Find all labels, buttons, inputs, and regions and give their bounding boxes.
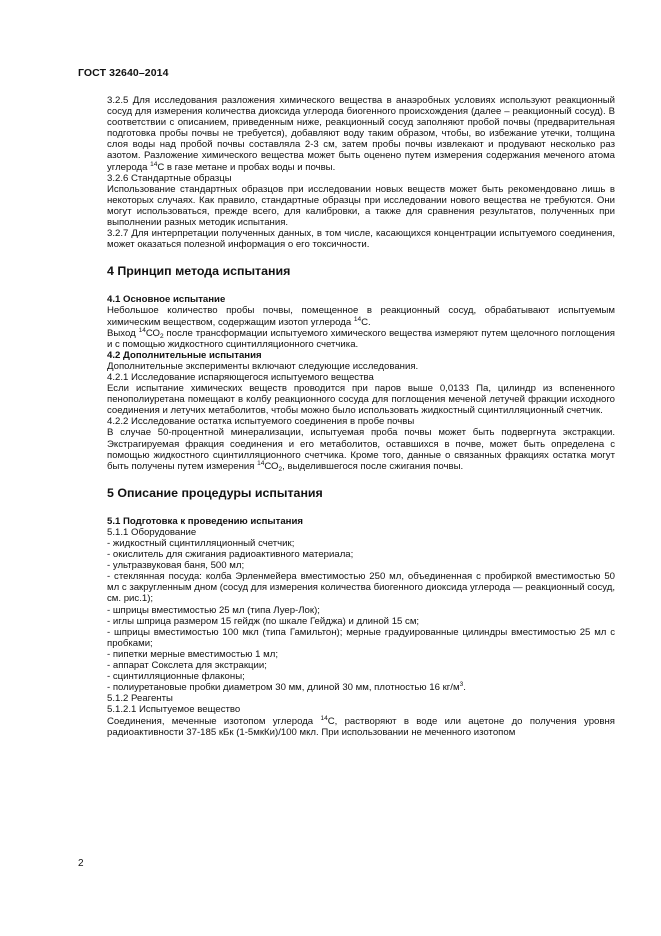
page-number: 2 bbox=[78, 858, 84, 869]
paragraph-5-1-2-1: Соединения, меченные изотопом углерода $^{14}$С, растворяют в воде или ацетоне до получения уровня радиоактивности 37-185 кБк (1-5мкКи)/100 мкл. При использовании не меченного изотопом bbox=[107, 714, 615, 738]
equipment-item: - шприцы вместимостью 25 мл (типа Луер-Лок); bbox=[107, 604, 320, 616]
subheading-3-2-6: 3.2.6 Стандартные образцы bbox=[107, 172, 232, 184]
paragraph-3-2-7: 3.2.7 Для интерпретации полученных данных, в том числе, касающихся концентрации испытуемого соединения, может оказаться полезной информация о его токсичности. bbox=[107, 228, 615, 251]
equipment-item: - окислитель для сжигания радиоактивного материала; bbox=[107, 549, 354, 561]
equipment-item: - полиуретановые пробки диаметром 30 мм, длиной 30 мм, плотностью 16 $кг/м^3$. bbox=[107, 681, 466, 694]
subheading-5-1-2: 5.1.2 Реагенты bbox=[107, 693, 173, 705]
equipment-item: - сцинтилляционные флаконы; bbox=[107, 671, 245, 683]
equipment-item: - шприцы вместимостью 100 мкл (типа Гамильтон); мерные градуированные цилиндры вместимостью 25 мл с пробками; bbox=[107, 626, 615, 649]
heading-4-2: 4.2 Дополнительные испытания bbox=[107, 349, 262, 361]
heading-5-1: 5.1 Подготовка к проведению испытания bbox=[107, 515, 303, 527]
heading-4-1: 4.1 Основное испытание bbox=[107, 294, 226, 306]
paragraph-3-2-6: Использование стандартных образцов при исследовании новых веществ может быть рекомендовано лишь в некоторых случаях. Как правило, стандартные образцы при исследовании нового вещества не требуются. Они могут использоваться, прежде всего, для калибровки, а также для сравнения результатов, полученных при выполнении разных методик испытания. bbox=[107, 183, 615, 229]
section-5-heading: 5 Описание процедуры испытания bbox=[107, 485, 323, 500]
equipment-item: - пипетки мерные вместимостью 1 мл; bbox=[107, 648, 279, 660]
equipment-item: - аппарат Сокслета для экстракции; bbox=[107, 660, 267, 672]
paragraph-4-1-output: Выход $^{14}СО_2$ после трансформации испытуемого химического вещества измеряют путем щелочного поглощения и с помощью жидкостного сцинтилляционного счетчика. bbox=[107, 326, 616, 350]
subheading-5-1-1: 5.1.1 Оборудование bbox=[107, 526, 197, 538]
section-4-heading: 4 Принцип метода испытания bbox=[107, 264, 291, 279]
equipment-item: - иглы шприца размером 15 гейдж (по шкале Гейджа) и длиной 15 см; bbox=[107, 615, 420, 627]
document-code-header: ГОСТ 32640–2014 bbox=[78, 67, 169, 79]
paragraph-3-2-5: 3.2.5 Для исследования разложения химического вещества в анаэробных условиях используют реакционный сосуд для измерения количества диоксида углерода биогенного происхождения (далее – реакционный сосуд). В соответствии с описанием, приведенным ниже, реакционный сосуд заполняют пробой почвы (предварительная подготовка пробы почвы не требуется), добавляют воду таким образом, чтобы, во избежание утечки, толщина слоя воды над пробой почвы составляла 2-3 см, затем пробы почвы извлекают и продувают несколько раз азотом. Разложение химического вещества может быть оценено путем измерения содержания меченого атома углерода $^{14}$С в газе метане и пробах воды и почвы. bbox=[107, 95, 615, 173]
subheading-4-2-1: 4.2.1 Исследование испаряющегося испытуемого вещества bbox=[107, 371, 374, 383]
equipment-item: - стеклянная посуда: колба Эрленмейера вместимостью 250 мл, объединенная с пробиркой вместимостью 50 мл с закругленным дном (сосуд для измерения количества биогенного диоксида углерода — реакционный сосуд, см. рис.1); bbox=[107, 571, 615, 605]
paragraph-4-2: Дополнительные эксперименты включают следующие исследования. bbox=[107, 360, 419, 372]
subheading-5-1-2-1: 5.1.2.1 Испытуемое вещество bbox=[107, 704, 241, 716]
document-body bbox=[107, 95, 615, 738]
paragraph-4-2-1: Если испытание химических веществ проводится при паров выше 0,0133 Па, цилиндр из вспененного пенополиуретана помещают в колбу реакционного сосуда для поглощения меченой летучей фракции исходного соединения и летучих метаболитов, чтобы можно было использовать жидкостный сцинтилляционный счетчик. bbox=[107, 383, 615, 417]
paragraph-4-2-2: В случае 50-процентной минерализации, испытуемая проба почвы может быть подвергнута экстракции. Экстрагируемая фракция соединения и его метаболитов, оставшихся в почве, может быть определена с помощью жидкостного сцинтилляционного счетчика. Кроме того, данные о связанных фракциях остатка могут быть получены путем измерения $^{14}СО_2$, выделившегося после сжигания почвы. bbox=[107, 427, 615, 473]
paragraph-4-1: Небольшое количество пробы почвы, помещенное в реакционный сосуд, обрабатывают испытуемым химическим веществом, содержащим изотоп углерода $^{14}$С. bbox=[107, 305, 615, 328]
subheading-4-2-2: 4.2.2 Исследование остатка испытуемого соединения в пробе почвы bbox=[107, 416, 415, 428]
equipment-item: - жидкостный сцинтилляционный счетчик; bbox=[107, 538, 295, 549]
equipment-item: - ультразвуковая баня, 500 мл; bbox=[107, 560, 245, 572]
